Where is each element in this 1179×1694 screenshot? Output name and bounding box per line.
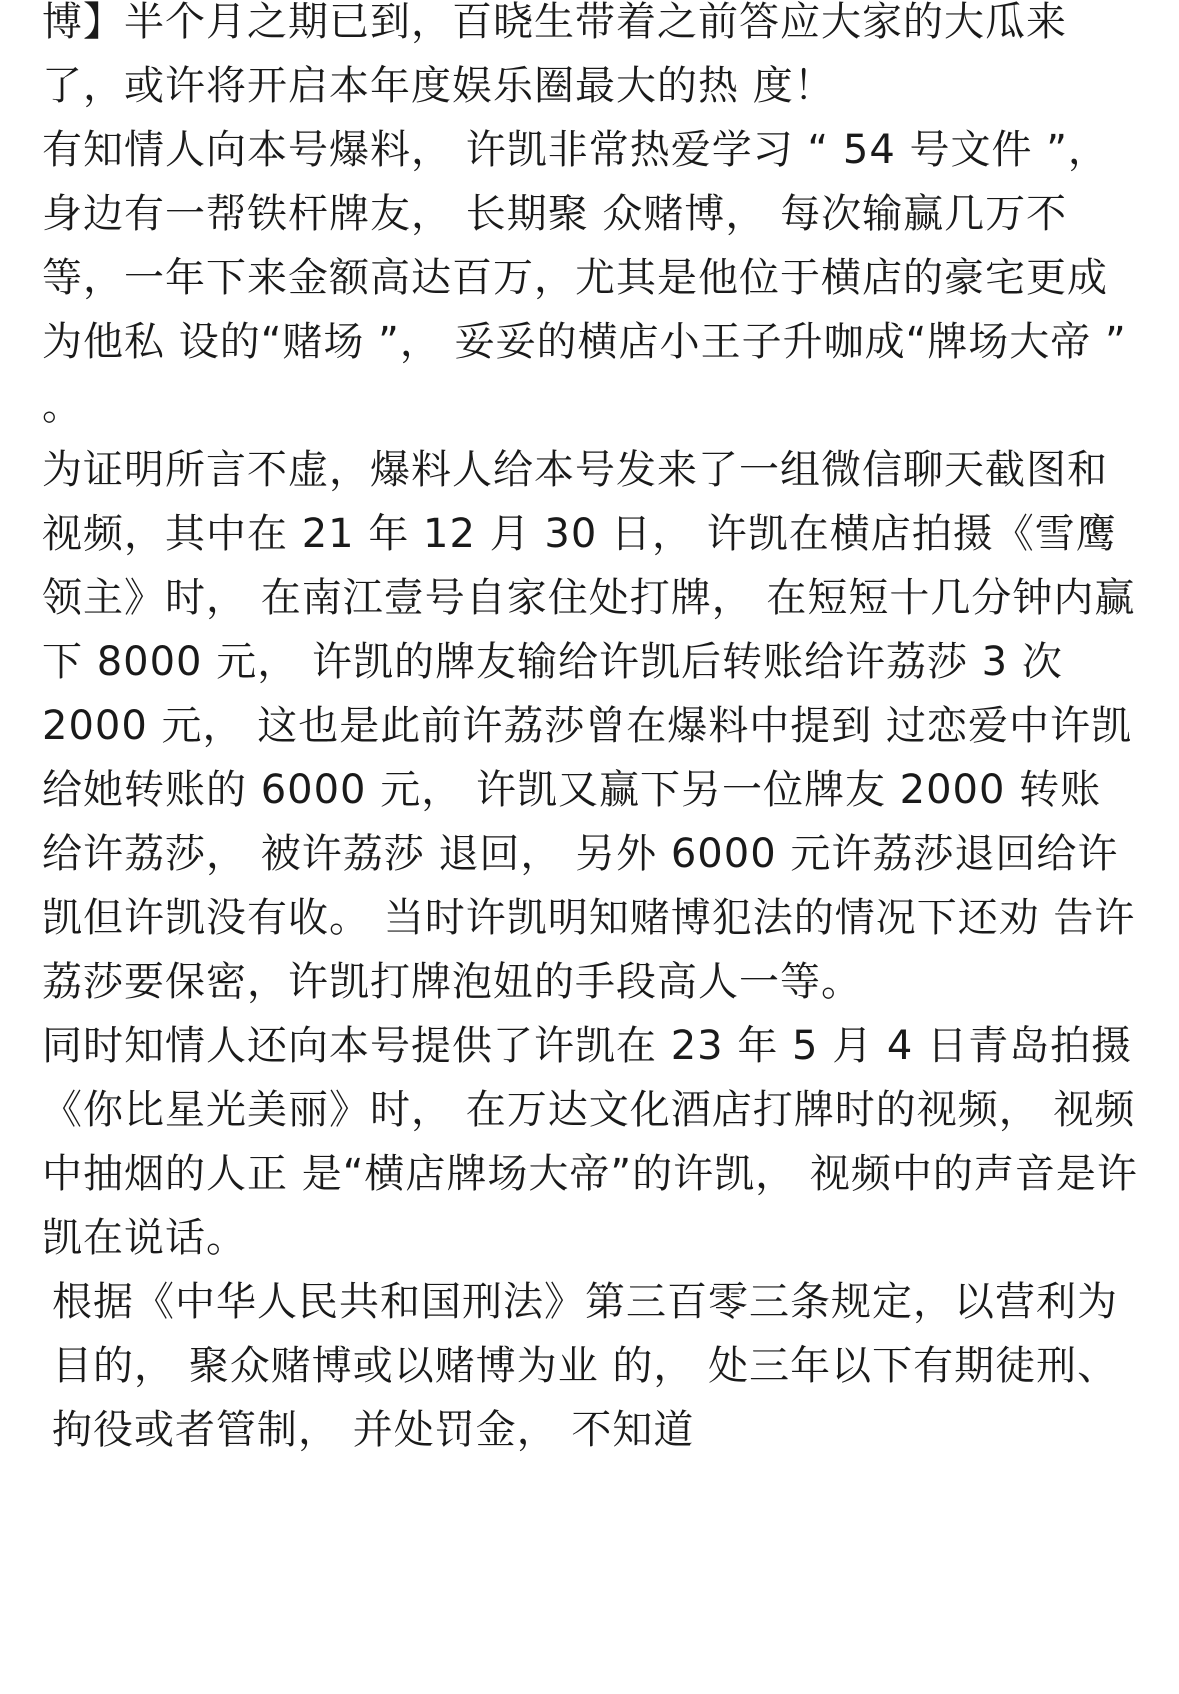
article-paragraph-4: 同时知情人还向本号提供了许凯在 23 年 5 月 4 日青岛拍摄《你比星光美丽》时， 在万达文化酒店打牌时的视频， 视频中抽烟的人正 是“横店牌场大帝”的许凯， 视频中的声音是许凯在说话。 xyxy=(42,1023,1138,1261)
article-paragraph-1: 博】半个月之期已到，百晓生带着之前答应大家的大瓜来了，或许将开启本年度娱乐圈最大的热 度！ xyxy=(42,0,1067,109)
article-paragraph-3: 为证明所言不虚，爆料人给本号发来了一组微信聊天截图和视频，其中在 21 年 12 月 30 日， 许凯在横店拍摄《雪鹰领主》时， 在南江壹号自家住处打牌， 在短短十几分钟内赢下 8000 元， 许凯的牌友输给许凯后转账给许荔莎 3 次 2000 元， 这也是此前许荔莎曾在爆料中提到 过恋爱中许凯给她转账的 6000 元， 许凯又赢下另一位牌友 2000 转账给许荔莎， 被许荔莎 退回， 另外 6000 元许荔莎退回给许凯但许凯没有收。 当时许凯明知赌博犯法的情况下还劝 告许荔莎要保密，许凯打牌泡妞的手段高人一等。 xyxy=(42,447,1136,1005)
article-paragraph-2: 有知情人向本号爆料， 许凯非常热爱学习 “ 54 号文件 ”， 身边有一帮铁杆牌友， 长期聚 众赌博， 每次输赢几万不等，一年下来金额高达百万，尤其是他位于横店的豪宅更成为他私 设的“赌场 ”， 妥妥的横店小王子升咖成“牌场大帝 ” 。 xyxy=(42,127,1127,429)
article-paragraph-5: 根据《中华人民共和国刑法》第三百零三条规定，以营利为目的， 聚众赌博或以赌博为业 的， 处三年以下有期徒刑、拘役或者管制， 并处罚金， 不知道 xyxy=(52,1279,1119,1453)
